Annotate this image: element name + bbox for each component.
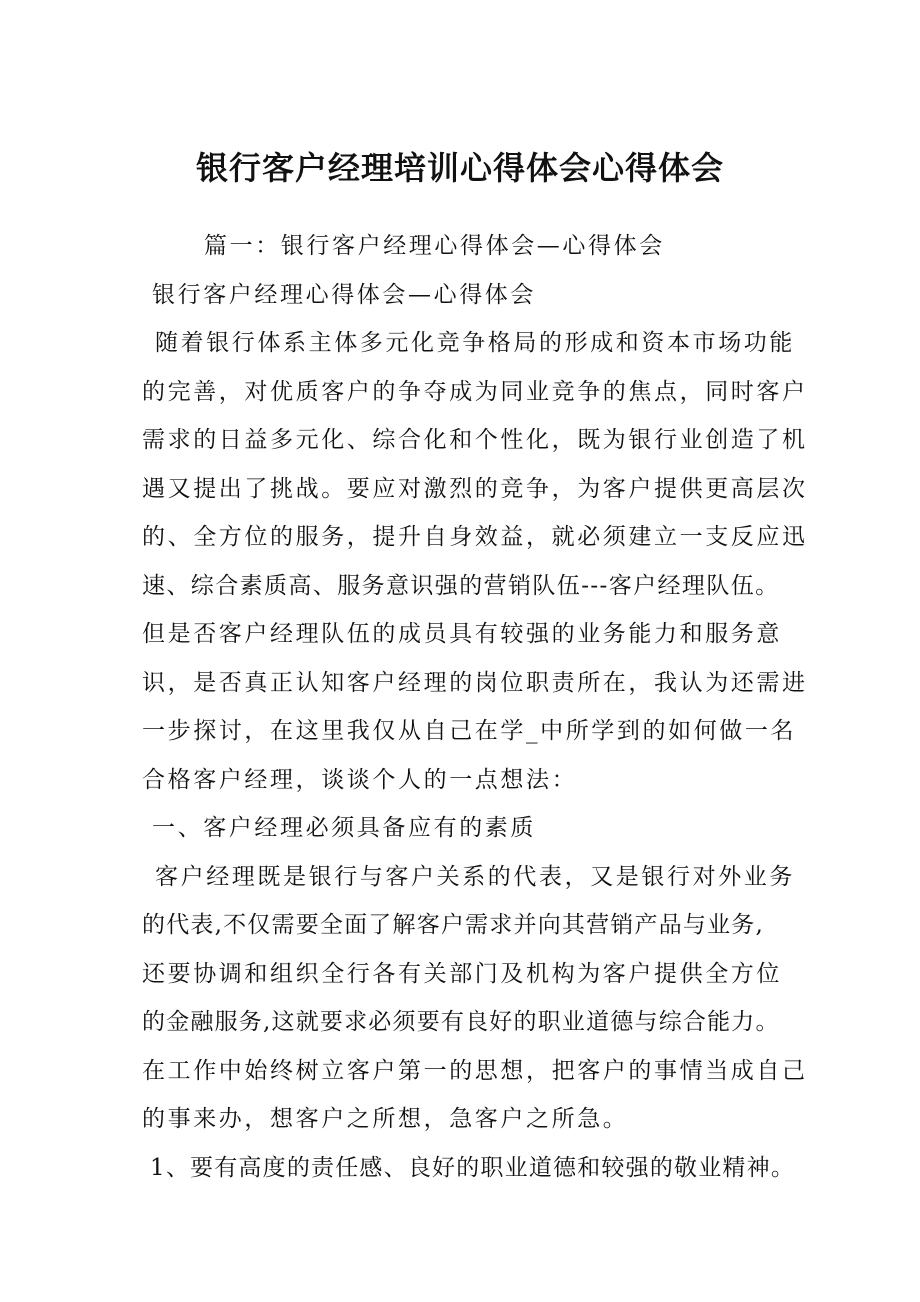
paragraph-line: 合格客户经理，谈谈个人的一点想法： [142, 766, 578, 793]
section-subtitle: 银行客户经理心得体会—心得体会 [152, 281, 536, 308]
document-body [142, 222, 808, 1192]
paragraph-line: 在工作中始终树立客户第一的思想，把客户的事情当成自己 [142, 1057, 808, 1084]
paragraph-line: 速、综合素质高、服务意识强的营销队伍---客户经理队伍。 [142, 572, 780, 599]
document-title: 银行客户经理培训心得体会心得体会 [195, 149, 724, 187]
paragraph-line: 遇又提出了挑战。要应对激烈的竞争，为客户提供更高层次 [142, 475, 808, 502]
paragraph-line: 随着银行体系主体多元化竞争格局的形成和资本市场功能 [155, 330, 795, 356]
paragraph-line: 识，是否真正认知客户经理的岗位职责所在，我认为还需进 [142, 669, 808, 696]
chapter-heading: 篇一：银行客户经理心得体会—心得体会 [204, 233, 665, 259]
paragraph-line: 的、全方位的服务，提升自身效益，就必须建立一支反应迅 [142, 524, 808, 550]
paragraph-line: 客户经理既是银行与客户关系的代表，又是银行对外业务 [155, 863, 795, 890]
paragraph-line: 的事来办，想客户之所想，急客户之所急。 [142, 1106, 629, 1132]
paragraph-line: 一步探讨，在这里我仅从自己在学_中所学到的如何做一名 [142, 718, 797, 744]
paragraph-line: 但是否客户经理队伍的成员具有较强的业务能力和服务意 [142, 621, 782, 647]
paragraph-line: 的完善，对优质客户的争夺成为同业竞争的焦点，同时客户 [142, 378, 808, 405]
paragraph-line: 需求的日益多元化、综合化和个性化，既为银行业创造了机 [142, 427, 808, 453]
numbered-item: 1、要有高度的责任感、良好的职业道德和较强的敬业精神。 [150, 1154, 796, 1181]
paragraph-line: 的代表,不仅需要全面了解客户需求并向其营销产品与业务, [142, 912, 765, 938]
paragraph-line: 还要协调和组织全行各有关部门及机构为客户提供全方位 [142, 960, 782, 987]
paragraph-line: 的金融服务,这就要求必须要有良好的职业道德与综合能力。 [142, 1009, 780, 1035]
section-heading: 一、客户经理必须具备应有的素质 [152, 815, 536, 841]
